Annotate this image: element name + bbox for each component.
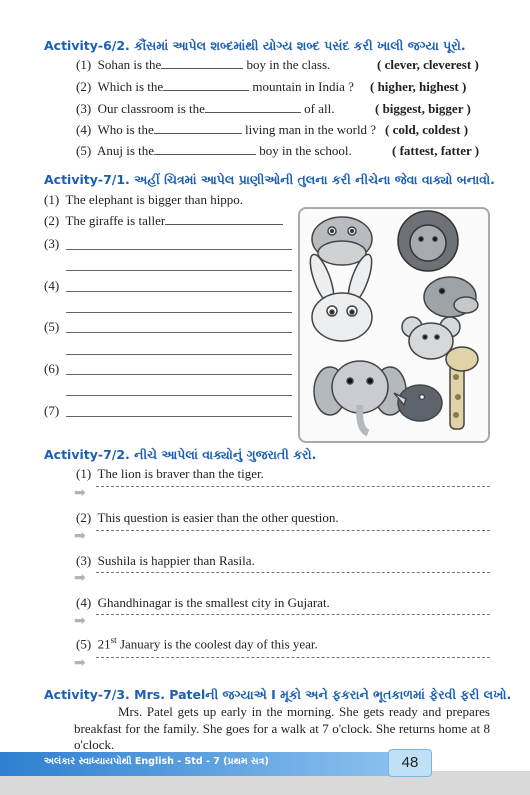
- answer-blank[interactable]: [161, 59, 243, 69]
- a71-item-5-number: (5): [44, 319, 60, 334]
- answer-blank[interactable]: [154, 124, 242, 134]
- a72-item-1: [76, 466, 264, 482]
- a62-item-2: [76, 79, 354, 95]
- a62-options-5: ( fattest, fatter ): [392, 143, 480, 158]
- item-number: (5): [76, 636, 92, 652]
- item-pre: Anuj is the: [96, 143, 155, 158]
- item-number: (4): [76, 595, 92, 610]
- arrow-icon: ➡: [74, 485, 86, 501]
- answer-line[interactable]: [66, 395, 292, 396]
- answer-line[interactable]: [66, 416, 292, 417]
- answer-blank[interactable]: [163, 81, 249, 91]
- answer-line[interactable]: [96, 657, 490, 658]
- a62-item-4: [76, 122, 376, 138]
- item-pre: Who is the: [97, 122, 154, 137]
- answer-line[interactable]: [96, 572, 490, 573]
- item-number: (5): [76, 143, 92, 158]
- item-post: of all.: [304, 101, 335, 116]
- item-pre: Which is the: [97, 79, 164, 94]
- answer-line[interactable]: [66, 312, 292, 313]
- a62-options-2: ( higher, highest ): [370, 79, 467, 94]
- a72-item-2: [76, 510, 339, 526]
- answer-blank[interactable]: [205, 103, 301, 113]
- a71-item-2: [44, 213, 283, 229]
- item-post: boy in the class.: [246, 57, 331, 72]
- arrow-icon: ➡: [74, 613, 86, 629]
- horse-icon: [424, 277, 478, 317]
- item-number: (2): [76, 510, 92, 525]
- answer-line[interactable]: [96, 614, 490, 615]
- arrow-icon: ➡: [74, 570, 86, 586]
- a62-options-4: ( cold, coldest ): [385, 122, 469, 137]
- animals-illustration: [300, 209, 488, 441]
- a72-item-4: [76, 595, 330, 611]
- paragraph-text: Mrs. Patel gets up early in the morning. She gets ready and prepares breakfast for the family. She goes for a walk at 7 o'clock. She returns home at 8 o'clock.: [74, 704, 490, 752]
- item-text: The lion is braver than the tiger.: [97, 466, 264, 481]
- activity-7-3-paragraph: [74, 704, 490, 754]
- item-text: The giraffe is taller: [65, 213, 166, 228]
- answer-line[interactable]: [66, 291, 292, 292]
- item-pre: Sohan is the: [97, 57, 162, 72]
- answer-blank[interactable]: [165, 215, 283, 225]
- item-number: (2): [76, 79, 92, 94]
- answer-blank[interactable]: [154, 145, 256, 155]
- item-text: Sushila is happier than Rasila.: [97, 553, 255, 568]
- giraffe-icon: [446, 347, 478, 429]
- item-text: Ghandhinagar is the smallest city in Gujarat.: [97, 595, 330, 610]
- item-text-number: 21: [97, 636, 111, 652]
- item-post: living man in the world ?: [245, 122, 377, 137]
- a62-item-3: [76, 101, 334, 117]
- activity-7-3-heading: Activity-7/3. Mrs. Patelની જગ્યાએ I મૂકો અને ફકરાને ભૂતકાળમાં ફેરવી ફરી લખો.: [44, 687, 512, 702]
- item-post: boy in the school.: [259, 143, 352, 158]
- a62-options-1: ( clever, cleverest ): [377, 57, 479, 72]
- item-number: (1): [44, 192, 60, 207]
- animal-cartoon-picture: [298, 207, 490, 443]
- item-number: (4): [76, 122, 92, 137]
- activity-7-1-heading: Activity-7/1. અહીં ચિત્રમાં આપેલ પ્રાણીઓની તુલના કરી નીચેના જેવા વાક્યો બનાવો.: [44, 172, 495, 187]
- item-number: (3): [76, 101, 92, 116]
- lion-icon: [398, 211, 458, 271]
- page-number: 48: [388, 749, 432, 777]
- footer-blue-band: [0, 752, 400, 776]
- activity-7-2-heading: Activity-7/2. નીચે આપેલાં વાક્યોનું ગુજરાતી કરો.: [44, 447, 317, 462]
- item-text: The elephant is bigger than hippo.: [65, 192, 244, 207]
- answer-line[interactable]: [66, 249, 292, 250]
- answer-line[interactable]: [96, 486, 490, 487]
- page-footer: [0, 752, 530, 795]
- item-text: This question is easier than the other question.: [97, 510, 339, 525]
- a72-item-3: [76, 553, 255, 569]
- item-number: (1): [76, 57, 92, 72]
- item-text: January is the coolest day of this year.: [116, 636, 318, 652]
- answer-line[interactable]: [66, 270, 292, 271]
- item-pre: Our classroom is the: [97, 101, 205, 116]
- a71-item-6-number: (6): [44, 361, 60, 376]
- item-number: (2): [44, 213, 60, 228]
- elephant-icon: [314, 361, 406, 433]
- arrow-icon: ➡: [74, 655, 86, 671]
- arrow-icon: ➡: [74, 528, 86, 544]
- a72-item-5: [76, 635, 318, 652]
- item-number: (3): [76, 553, 92, 568]
- a71-item-3-number: (3): [44, 236, 60, 251]
- answer-line[interactable]: [66, 374, 292, 375]
- activity-6-2-heading: Activity-6/2. કૌંસમાં આપેલ શબ્દમાંથી યોગ્ય શબ્દ પસંદ કરી ખાલી જગ્યા પૂરો.: [44, 38, 466, 53]
- a71-item-4-number: (4): [44, 278, 60, 293]
- a71-item-1: [44, 192, 243, 208]
- a62-item-5: [76, 143, 352, 159]
- a71-item-7-number: (7): [44, 403, 60, 418]
- answer-line[interactable]: [96, 530, 490, 531]
- answer-line[interactable]: [66, 354, 292, 355]
- footer-book-title: અલંકાર સ્વાધ્યાયપોથી English - Std - 7 (પ્રથમ સત્ર): [44, 756, 269, 767]
- a62-item-1: [76, 57, 330, 73]
- a62-options-3: ( biggest, bigger ): [375, 101, 471, 116]
- ordinal-suffix: st: [110, 635, 117, 645]
- item-number: (1): [76, 466, 92, 481]
- answer-line[interactable]: [66, 332, 292, 333]
- item-post: mountain in India ?: [252, 79, 354, 94]
